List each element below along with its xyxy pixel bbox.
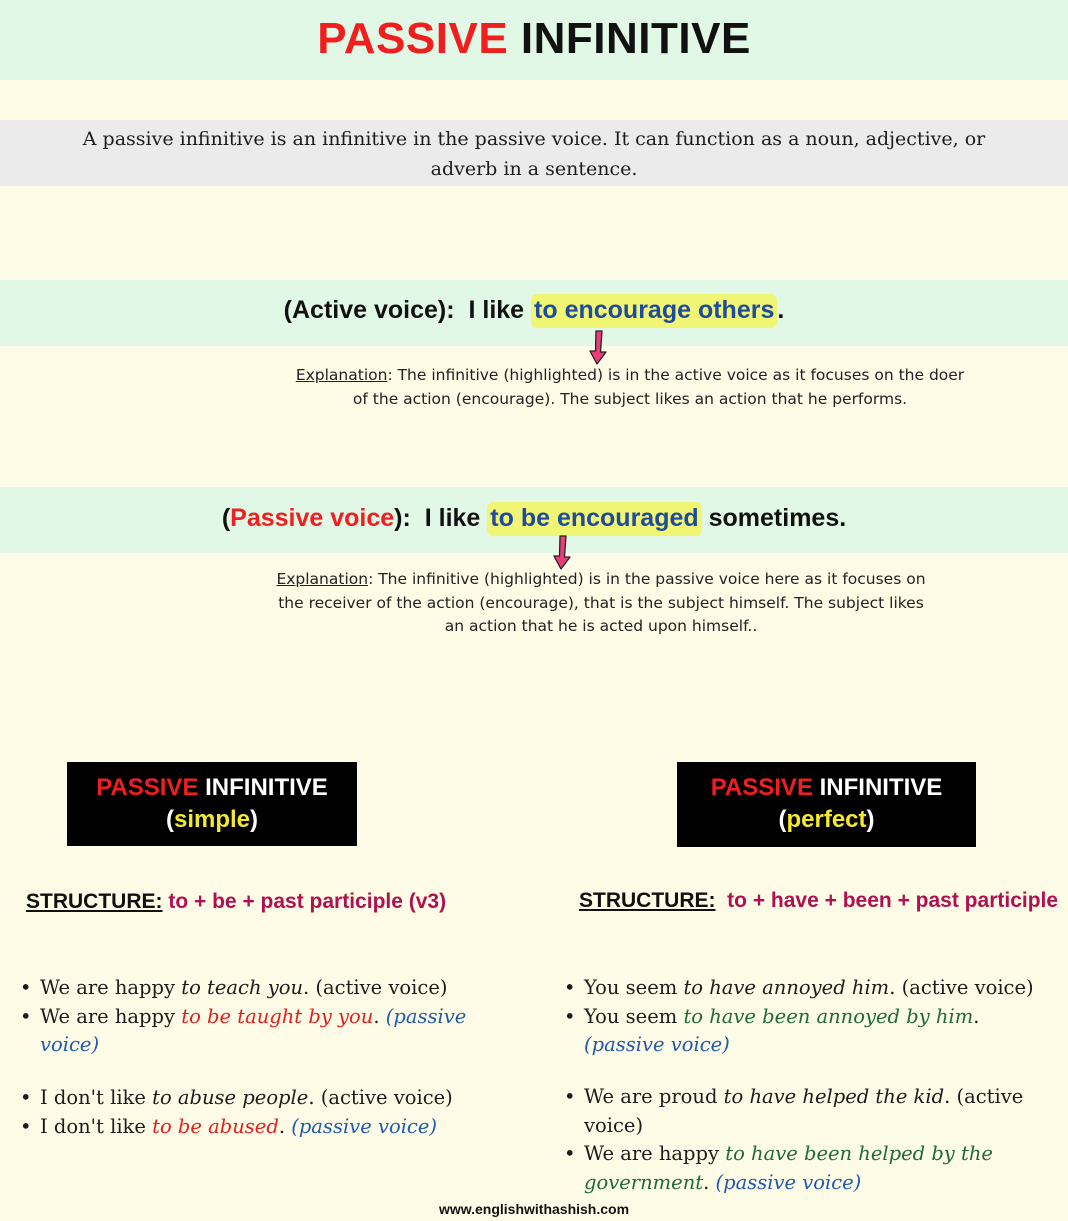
example-infinitive: to abuse people bbox=[152, 1086, 309, 1109]
perfect-box-sub: perfect bbox=[786, 806, 867, 833]
example-voice: . (active voice) bbox=[584, 1085, 1024, 1137]
example-text: You seem bbox=[584, 1004, 684, 1028]
perfect-box-open: ( bbox=[778, 806, 787, 833]
example-infinitive: to be taught by you bbox=[181, 1004, 374, 1028]
list-item bbox=[562, 1140, 1052, 1197]
list-item bbox=[18, 1113, 528, 1142]
list-item bbox=[18, 1084, 528, 1113]
perfect-box-passive: PASSIVE bbox=[710, 774, 813, 801]
simple-box-open: ( bbox=[165, 806, 174, 833]
example-infinitive: to have annoyed him bbox=[683, 976, 890, 999]
down-arrow-icon bbox=[587, 330, 609, 366]
example-voice: . (active voice) bbox=[889, 976, 1034, 999]
example-infinitive: to have helped the kid bbox=[723, 1085, 945, 1108]
example-voice: (passive voice) bbox=[40, 1004, 467, 1056]
list-item bbox=[562, 974, 1042, 1003]
page-title bbox=[0, 14, 1068, 64]
perfect-structure bbox=[579, 889, 1058, 913]
example-punct: . bbox=[373, 1004, 386, 1028]
example-text: We are proud bbox=[584, 1085, 724, 1108]
passive-explanation bbox=[276, 568, 926, 639]
passive-infinitive-highlight: to be encouraged bbox=[487, 502, 701, 536]
active-voice-label: Active voice bbox=[292, 296, 438, 324]
list-item bbox=[562, 1083, 1052, 1140]
simple-examples-2 bbox=[18, 1084, 528, 1141]
perfect-box-infinitive: INFINITIVE bbox=[819, 774, 943, 801]
down-arrow-icon bbox=[551, 535, 573, 571]
example-punct: . bbox=[278, 1114, 292, 1138]
passive-voice-label: Passive voice bbox=[230, 504, 395, 532]
footer-website[interactable]: www.englishwithashish.com bbox=[438, 1201, 630, 1217]
perfect-structure-label: STRUCTURE: bbox=[579, 889, 716, 912]
list-item bbox=[562, 1003, 1042, 1060]
perfect-passive-box bbox=[677, 762, 976, 847]
perfect-box-close: ) bbox=[866, 806, 875, 833]
example-text: You seem bbox=[584, 976, 684, 999]
example-voice: (passive voice) bbox=[291, 1114, 438, 1138]
title-infinitive: INFINITIVE bbox=[520, 14, 751, 63]
active-explanation bbox=[290, 364, 970, 411]
example-text: I don't like bbox=[40, 1114, 153, 1138]
passive-open-paren: ( bbox=[221, 504, 231, 532]
passive-explanation-label: Explanation bbox=[276, 570, 369, 588]
simple-examples-1 bbox=[18, 974, 528, 1060]
example-voice: (passive voice) bbox=[715, 1170, 862, 1194]
example-text: We are happy bbox=[40, 976, 182, 999]
example-punct: . bbox=[703, 1170, 716, 1194]
example-voice: (passive voice) bbox=[584, 1033, 730, 1056]
simple-box-passive: PASSIVE bbox=[96, 774, 199, 801]
perfect-examples-1 bbox=[562, 974, 1042, 1060]
active-close: ): bbox=[437, 296, 455, 324]
active-subject: I like bbox=[468, 296, 525, 324]
passive-example-sentence bbox=[0, 504, 1068, 533]
example-text: We are happy bbox=[40, 1004, 182, 1028]
example-voice: . (active voice) bbox=[303, 976, 448, 999]
simple-box-sub: simple bbox=[173, 806, 251, 833]
example-infinitive: to be abused bbox=[152, 1114, 279, 1138]
simple-structure-formula: to + be + past participle (v3) bbox=[168, 890, 447, 913]
passive-explanation-text: : The infinitive (highlighted) is in the passive voice here as it focuses on the receiver of the action (encourage), that is the subject himself. The subject likes an action that he is acted upon himself.. bbox=[278, 570, 926, 635]
passive-subject: I like bbox=[424, 504, 481, 532]
active-explanation-label: Explanation bbox=[295, 366, 388, 384]
simple-box-close: ) bbox=[250, 806, 259, 833]
simple-passive-box bbox=[67, 762, 357, 846]
list-item bbox=[18, 1003, 528, 1060]
example-voice: . (active voice) bbox=[308, 1086, 453, 1109]
title-passive: PASSIVE bbox=[317, 14, 509, 63]
passive-close: ): bbox=[394, 504, 411, 532]
active-explanation-text: : The infinitive (highlighted) is in the active voice as it focuses on the doer of the action (encourage). The subject likes an action that he performs. bbox=[352, 366, 965, 408]
example-punct: . bbox=[973, 1004, 980, 1028]
definition-text: A passive infinitive is an infinitive in the passive voice. It can function as a noun, adjective, or adverb in a sentence. bbox=[82, 128, 986, 180]
example-text: We are happy bbox=[584, 1142, 726, 1165]
active-example-sentence bbox=[0, 296, 1068, 325]
simple-structure-label: STRUCTURE: bbox=[26, 890, 163, 913]
active-open-paren: ( bbox=[283, 296, 292, 324]
example-infinitive: to have been annoyed by him bbox=[683, 1004, 974, 1028]
list-item bbox=[18, 974, 528, 1003]
passive-end: sometimes. bbox=[708, 504, 847, 532]
active-end: . bbox=[777, 296, 785, 324]
active-infinitive-highlight: to encourage others bbox=[531, 294, 777, 328]
example-infinitive: to have been helped by the government bbox=[584, 1142, 993, 1194]
perfect-examples-2 bbox=[562, 1083, 1052, 1197]
simple-box-infinitive: INFINITIVE bbox=[205, 774, 328, 801]
simple-structure bbox=[26, 890, 446, 914]
perfect-structure-formula: to + have + been + past participle bbox=[727, 889, 1059, 912]
example-infinitive: to teach you bbox=[181, 976, 304, 999]
example-text: I don't like bbox=[40, 1086, 153, 1109]
